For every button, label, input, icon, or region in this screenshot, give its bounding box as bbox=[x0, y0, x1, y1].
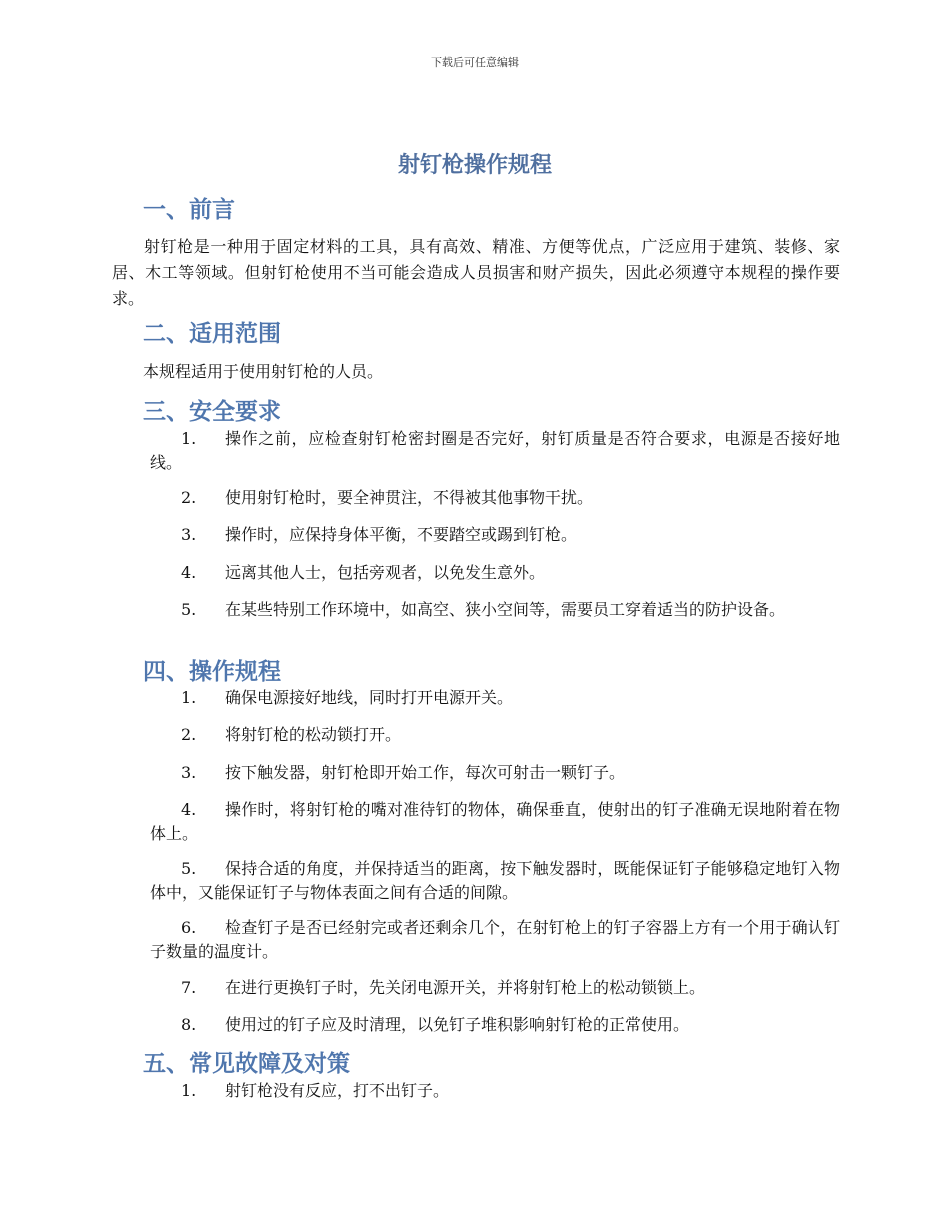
list-item-number: 1. bbox=[181, 1081, 197, 1100]
list-item bbox=[150, 1013, 840, 1037]
section-heading-operation: 四、操作规程 bbox=[143, 659, 281, 685]
list-item bbox=[150, 916, 840, 964]
list-item-text: 使用射钉枪时，要全神贯注，不得被其他事物干扰。 bbox=[225, 488, 594, 507]
list-item-number: 4. bbox=[181, 800, 197, 819]
list-item-text: 射钉枪没有反应，打不出钉子。 bbox=[225, 1081, 450, 1100]
list-item-number: 5. bbox=[181, 859, 197, 878]
list-item-text: 确保电源接好地线，同时打开电源开关。 bbox=[225, 688, 514, 707]
list-item-number: 6. bbox=[181, 918, 197, 937]
section-heading-scope: 二、适用范围 bbox=[143, 321, 281, 347]
scope-paragraph: 本规程适用于使用射钉枪的人员。 bbox=[143, 362, 384, 381]
list-item bbox=[150, 857, 840, 905]
list-item-number: 8. bbox=[181, 1015, 197, 1034]
list-item-number: 5. bbox=[181, 600, 197, 619]
list-item bbox=[150, 976, 840, 1000]
list-item-number: 2. bbox=[181, 488, 197, 507]
list-item-number: 3. bbox=[181, 525, 197, 544]
list-item-number: 2. bbox=[181, 725, 197, 744]
list-item-text: 保持合适的角度，并保持适当的距离，按下触发器时，既能保证钉子能够稳定地钉入物体中，又能保证钉子与物体表面之间有合适的间隙。 bbox=[150, 859, 840, 902]
list-item-number: 1. bbox=[181, 688, 197, 707]
list-item-text: 在某些特别工作环境中，如高空、狭小空间等，需要员工穿着适当的防护设备。 bbox=[225, 600, 786, 619]
list-item bbox=[150, 686, 840, 710]
list-item-number: 7. bbox=[181, 978, 197, 997]
list-item-text: 远离其他人士，包括旁观者，以免发生意外。 bbox=[225, 563, 546, 582]
list-item bbox=[150, 761, 840, 785]
list-item bbox=[150, 561, 840, 585]
list-item-number: 3. bbox=[181, 763, 197, 782]
list-item-text: 操作之前，应检查射钉枪密封圈是否完好，射钉质量是否符合要求，电源是否接好地线。 bbox=[150, 429, 840, 472]
list-item bbox=[150, 486, 840, 510]
list-item-text: 将射钉枪的松动锁打开。 bbox=[225, 725, 402, 744]
header-note: 下载后可任意编辑 bbox=[431, 56, 519, 69]
list-item-text: 操作时，应保持身体平衡，不要踏空或踢到钉枪。 bbox=[225, 525, 578, 544]
list-item bbox=[150, 598, 840, 622]
list-item-text: 操作时，将射钉枪的嘴对准待钉的物体，确保垂直，使射出的钉子准确无误地附着在物体上。 bbox=[150, 800, 840, 843]
list-item bbox=[150, 798, 840, 846]
list-item bbox=[150, 723, 840, 747]
section-heading-safety: 三、安全要求 bbox=[143, 399, 281, 425]
list-item-number: 1. bbox=[181, 429, 197, 448]
list-item-text: 检查钉子是否已经射完或者还剩余几个，在射钉枪上的钉子容器上方有一个用于确认钉子数量的温度计。 bbox=[150, 918, 840, 961]
list-item-text: 使用过的钉子应及时清理，以免钉子堆积影响射钉枪的正常使用。 bbox=[225, 1015, 690, 1034]
list-item-number: 4. bbox=[181, 563, 197, 582]
section-heading-troubleshooting: 五、常见故障及对策 bbox=[143, 1051, 350, 1077]
list-item-text: 按下触发器，射钉枪即开始工作，每次可射击一颗钉子。 bbox=[225, 763, 626, 782]
document-title: 射钉枪操作规程 bbox=[397, 153, 552, 178]
list-item bbox=[150, 523, 840, 547]
list-item bbox=[150, 1079, 840, 1103]
section-heading-preface: 一、前言 bbox=[143, 197, 235, 223]
list-item-text: 在进行更换钉子时，先关闭电源开关，并将射钉枪上的松动锁锁上。 bbox=[225, 978, 706, 997]
list-item bbox=[150, 427, 840, 475]
preface-paragraph: 射钉枪是一种用于固定材料的工具，具有高效、精准、方便等优点，广泛应用于建筑、装修、家居、木工等领域。但射钉枪使用不当可能会造成人员损害和财产损失，因此必须遵守本规程的操作要求。 bbox=[112, 237, 840, 308]
